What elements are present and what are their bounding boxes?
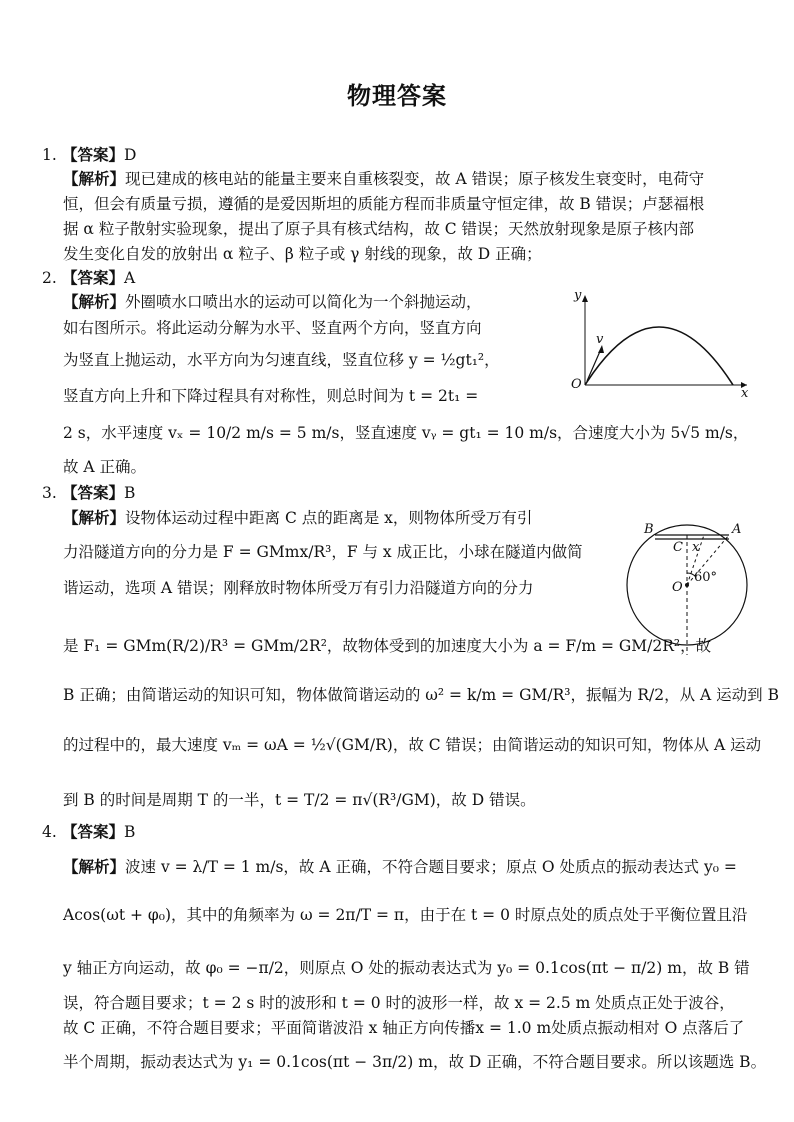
q2-text: 外圈喷水口喷出水的运动可以简化为一个斜抛运动，: [125, 293, 482, 311]
fig-label-x: x: [692, 540, 700, 555]
q2-number: 2.: [42, 269, 57, 287]
q1-text: 现已建成的核电站的能量主要来自重核裂变，故 A 错误；原子核发生衰变时，电荷守: [125, 170, 705, 188]
q4-analysis-line-2: Acos(ωt + φ₀)，其中的角频率为 ω = 2π/T = π，由于在 t = 0 时原点处的质点处于平衡位置且沿: [63, 906, 748, 924]
fig-x-label: x: [741, 386, 749, 400]
q3-analysis-line-4: 是 F₁ = GMm(R/2)/R³ = GMm/2R²，故物体受到的加速度大小为 a = F/m = GM/2R²，故: [63, 637, 712, 655]
q4-analysis-line-3: y 轴正方向运动，故 φ₀ = −π/2，则原点 O 处的振动表达式为 y₀ = 0.1cos(πt − π/2) m，故 B 错: [63, 959, 750, 977]
q3-analysis-line-6: 的过程中的，最大速度 vₘ = ωA = ½√(GM/R)，故 C 错误；由简谐运动的知识可知，物体从 A 运动: [63, 736, 762, 754]
q4-answer: B: [124, 823, 136, 841]
fig-label-o: O: [672, 580, 683, 595]
q1-answer-line: [42, 145, 136, 165]
q4-answer-tag: 【答案】: [62, 823, 125, 841]
q3-answer-line: [42, 483, 135, 503]
q1-answer: D: [124, 146, 137, 164]
q3-analysis-line-5: B 正确；由简谐运动的知识可知，物体做简谐运动的 ω² = k/m = GM/R³，振幅为 R/2，从 A 运动到 B: [63, 686, 779, 704]
fig-label-b: B: [644, 522, 654, 537]
fig-angle-label: 60°: [694, 570, 718, 585]
fig-label-c: C: [673, 540, 683, 555]
q4-analysis-line-1: [63, 857, 737, 877]
q1-analysis-line-3: 据 α 粒子散射实验现象，提出了原子具有核式结构，故 C 错误；天然放射现象是原子核内部: [63, 220, 695, 238]
q4-text: 波速 v = λ/T = 1 m/s，故 A 正确，不符合题目要求；原点 O 处质点的振动表达式 y₀ =: [125, 858, 737, 876]
q1-answer-tag: 【答案】: [62, 146, 125, 164]
q1-analysis-line-2: 恒，但会有质量亏损，遵循的是爱因斯坦的质能方程而非质量守恒定律，故 B 错误；卢瑟福根: [63, 195, 705, 213]
q2-answer: A: [124, 269, 136, 287]
fig-v-label: v: [596, 332, 604, 347]
page-title: 物理答案: [347, 81, 447, 110]
projectile-figure: [565, 285, 755, 400]
q2-answer-line: [42, 268, 135, 288]
q3-analysis-tag: 【解析】: [63, 509, 126, 527]
q3-number: 3.: [42, 484, 57, 502]
q3-answer-tag: 【答案】: [62, 484, 125, 502]
q3-answer: B: [124, 484, 136, 502]
q2-analysis-line-2: 如右图所示。将此运动分解为水平、竖直两个方向，竖直方向: [63, 319, 482, 337]
earth-tunnel-figure: [624, 515, 774, 665]
q3-analysis-line-7: 到 B 的时间是周期 T 的一半，t = T/2 = π√(R³/GM)，故 D 错误。: [63, 791, 536, 809]
q3-analysis-line-2: 力沿隧道方向的分力是 F = GMmx/R³，F 与 x 成正比，小球在隧道内做简: [63, 543, 583, 561]
q2-analysis-line-6: 故 A 正确。: [63, 458, 147, 476]
q4-analysis-line-5: 故 C 正确，不符合题目要求；平面简谐波沿 x 轴正方向传播x = 1.0 m处质点振动相对 O 点落后了: [63, 1019, 745, 1037]
q2-analysis-line-1: [63, 292, 482, 312]
q4-number: 4.: [42, 823, 57, 841]
fig-label-a: A: [732, 522, 742, 537]
q1-analysis-tag: 【解析】: [63, 170, 126, 188]
q1-analysis-line-4: 发生变化自发的放射出 α 粒子、β 粒子或 γ 射线的现象，故 D 正确；: [63, 245, 542, 263]
q3-analysis-line-3: 谐运动，选项 A 错误；刚释放时物体所受万有引力沿隧道方向的分力: [63, 579, 534, 597]
q2-analysis-tag: 【解析】: [63, 293, 126, 311]
q2-analysis-line-5: 2 s，水平速度 vₓ = 10/2 m/s = 5 m/s，竖直速度 vᵧ = gt₁ = 10 m/s，合速度大小为 5√5 m/s，: [63, 424, 749, 442]
q1-number: 1.: [42, 146, 57, 164]
fig-y-label: y: [574, 288, 582, 303]
q2-analysis-line-4: 竖直方向上升和下降过程具有对称性，则总时间为 t = 2t₁ =: [63, 387, 479, 405]
q3-text: 设物体运动过程中距离 C 点的距离是 x，则物体所受万有引: [125, 509, 533, 527]
q4-analysis-tag: 【解析】: [63, 858, 126, 876]
q4-analysis-line-4: 误，符合题目要求；t = 2 s 时的波形和 t = 0 时的波形一样，故 x = 2.5 m 处质点正处于波谷，: [63, 994, 735, 1012]
q3-analysis-line-1: [63, 508, 532, 528]
fig-origin-label: O: [571, 377, 582, 392]
q4-analysis-line-6: 半个周期，振动表达式为 y₁ = 0.1cos(πt − 3π/2) m，故 D 正确，不符合题目要求。所以该题选 B。: [63, 1053, 767, 1071]
q2-answer-tag: 【答案】: [62, 269, 125, 287]
q1-analysis-line-1: [63, 169, 704, 189]
q4-answer-line: [42, 822, 135, 842]
q2-analysis-line-3: 为竖直上抛运动，水平方向为匀速直线，竖直位移 y = ½gt₁²，: [63, 351, 500, 369]
